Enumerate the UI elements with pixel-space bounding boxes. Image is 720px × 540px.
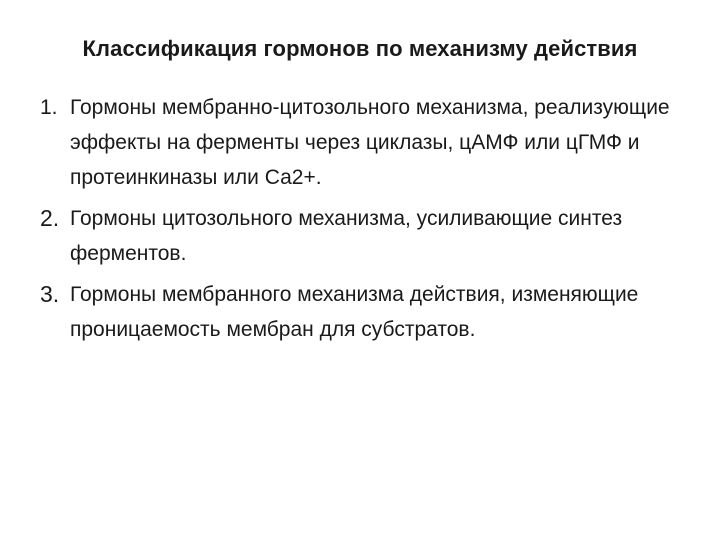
classification-list — [40, 90, 700, 353]
list-item-text: Гормоны мембранного механизма действия, изменяющие проницаемость мембран для субстратов. — [70, 283, 639, 341]
list-item-number: 3. — [40, 281, 60, 307]
list-item-text: Гормоны мембранно-цитозольного механизма, реализующие эффекты на ферменты через циклазы, цАМФ или цГМФ и протеинкиназы или Са2+. — [70, 96, 670, 189]
list-item — [40, 277, 700, 347]
list-item — [40, 90, 700, 195]
list-item-text: Гормоны цитозольного механизма, усиливающие синтез ферментов. — [70, 207, 623, 265]
list-item-number: 1. — [40, 96, 58, 119]
list-item-number: 2. — [40, 205, 60, 231]
slide-title: Классификация гормонов по механизму действия — [82, 36, 638, 61]
list-item — [40, 201, 700, 271]
